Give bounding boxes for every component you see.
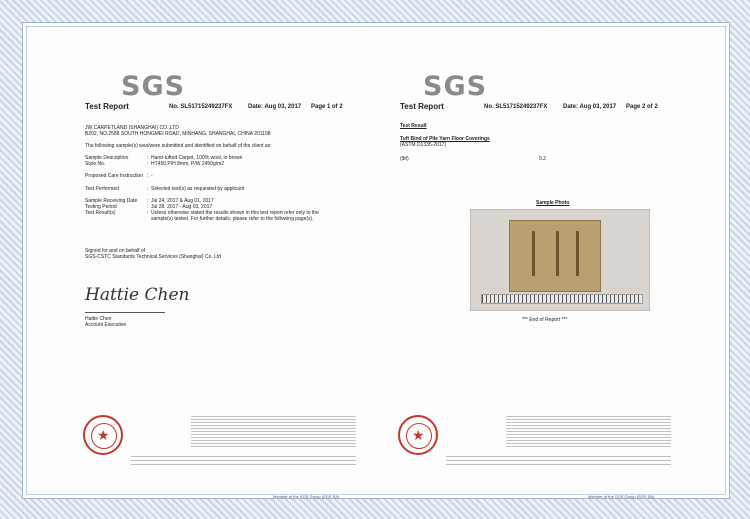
report-date: Date: Aug 03, 2017 — [563, 104, 617, 110]
report-number: No. SL51715249237FX — [169, 104, 233, 110]
ruler-image — [481, 294, 643, 304]
report-page-2 — [376, 23, 729, 498]
seal-stamp-icon: ★ — [398, 415, 438, 455]
page-footer — [398, 415, 668, 499]
seal-stamp-icon: ★ — [83, 415, 123, 455]
page-number: Page 1 of 2 — [311, 104, 343, 110]
sgs-logo: SGS — [423, 71, 488, 102]
test-standard: (ASTM D1335-2017) — [400, 142, 447, 148]
result-value: 9.2 — [539, 156, 546, 162]
report-page-1: SGS Test Report No. SL51715249237FX Date: Aug 03, 2017 Page 1 of 2 JW CARPETLAND (SHANGHAI) CO.,LTD B202, NO.2588 SOUTH HONGMEI ROAD, MINHANG, SHANGHAI, CHINA 201108 The following sample(s) was/were submitted and identified on behalf of the client as: Sample Description : Hand-tufted Carpet, 100% wool, in brown Style No. : HT450,P/H 8mm, P/W 2450g/m2 Proposed Care Instruction : - Test Performed : Selected test(s) as requested by applicant Sample Receiving Date : Jul 24, 2017 & Aug 01, 2017 Testing Period : Jul 28, 2017 - Aug 03, 2017 Test Result(s) : Unless otherwise stated the results shown in this test report refer only to the sample(s) tested. For further details, please refer to the following page(s). Signed for and on behalf of SGS-CSTC Standards Technical Services (Shanghai) Co. Ltd Hattie Chen Hattie Chen Account Executive ★ Member of the SGS Group (SGS SA) — [23, 23, 376, 498]
result-unit: (lbf) — [400, 156, 409, 162]
client-name: JW CARPETLAND (SHANGHAI) CO.,LTD — [85, 125, 179, 131]
page-footer — [83, 415, 353, 499]
signed-for: Signed for and on behalf of — [85, 248, 146, 254]
end-of-report: *** End of Report *** — [522, 317, 568, 323]
sgs-logo: SGS — [121, 71, 186, 102]
document-sheet — [22, 22, 730, 499]
member-text: Member of the SGS Group (SGS SA) — [273, 494, 340, 499]
footer-address — [446, 453, 671, 465]
report-title: Test Report — [400, 102, 444, 111]
signature-line — [85, 312, 165, 313]
test-name: Tuft Bind of Pile Yarn Floor Coverings — [400, 136, 490, 142]
page-number: Page 2 of 2 — [626, 104, 658, 110]
signature: Hattie Chen — [85, 285, 190, 305]
member-text: Member of the SGS Group (SGS SA) — [588, 494, 655, 499]
signed-company: SGS-CSTC Standards Technical Services (Shanghai) Co. Ltd — [85, 254, 222, 260]
intro-text: The following sample(s) was/were submitted and identified on behalf of the client as: — [85, 143, 272, 149]
report-title: Test Report — [85, 102, 129, 111]
photo-title: Sample Photo — [536, 200, 570, 206]
report-date: Date: Aug 03, 2017 — [248, 104, 302, 110]
client-address: B202, NO.2588 SOUTH HONGMEI ROAD, MINHANG, SHANGHAI, CHINA 201108 — [85, 131, 271, 137]
report-number: No. SL51715249237FX — [484, 104, 548, 110]
signer-title: Account Executive — [85, 322, 127, 328]
section-title: Test Result — [400, 123, 427, 129]
signer-name: Hattie Chen — [85, 316, 112, 322]
sample-photo — [470, 209, 650, 311]
fine-print — [506, 415, 671, 447]
carpet-sample-image — [509, 220, 601, 292]
fine-print — [191, 415, 356, 447]
footer-address — [131, 453, 356, 465]
